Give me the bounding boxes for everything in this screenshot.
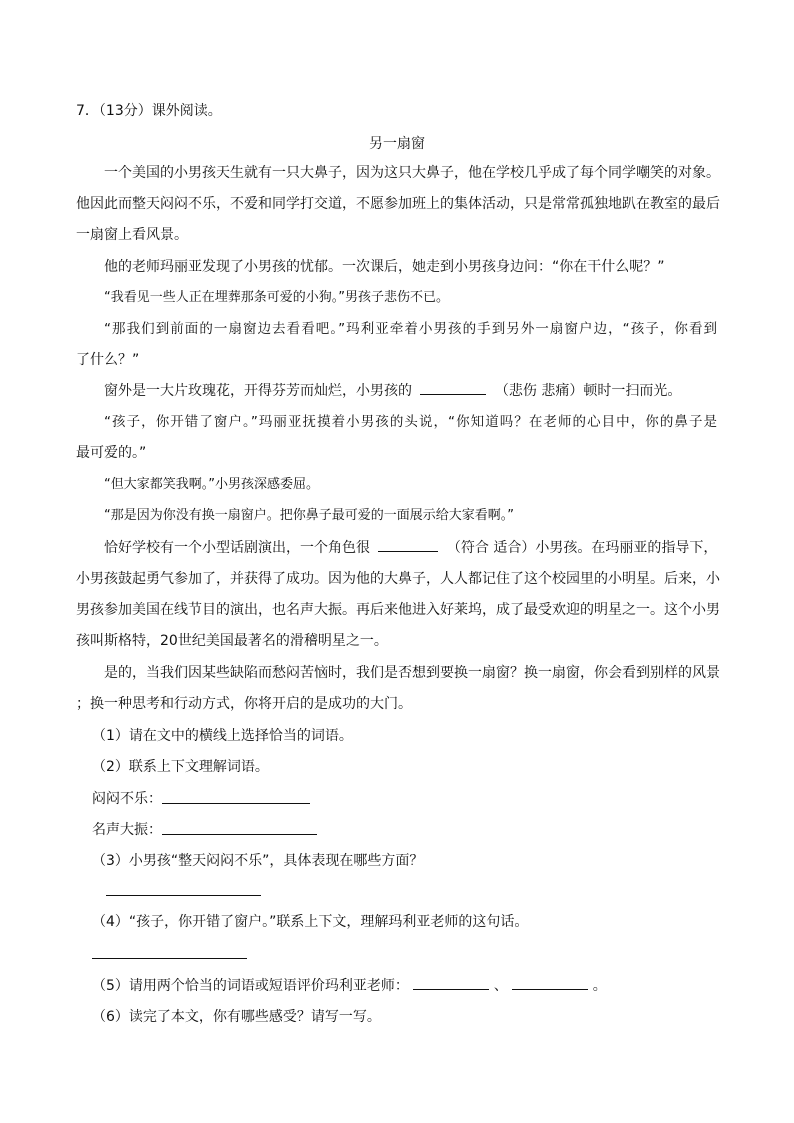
answer-blank-2[interactable] — [378, 538, 438, 552]
paragraph-9-line-2: 小男孩鼓起勇气参加了，并获得了成功。因为他的大鼻子，人人都记住了这个校园里的小明星。后来，小 — [76, 571, 720, 587]
answer-line-2a[interactable] — [162, 803, 310, 804]
paragraph-5 — [104, 381, 681, 401]
passage-title: 另一扇窗 — [369, 136, 425, 152]
answer-line-3[interactable] — [106, 895, 261, 896]
paragraph-10-line-1: 是的，当我们因某些缺陷而愁闷苦恼时，我们是否想到要换一扇窗？换一扇窗，你会看到别样的风景 — [104, 665, 720, 681]
answer-blank-1[interactable] — [420, 381, 486, 395]
subquestion-5-text: （5）请用两个恰当的词语或短语评价玛利亚老师： — [92, 978, 409, 994]
subquestion-6: （6）读完了本文，你有哪些感受？请写一写。 — [92, 1009, 381, 1025]
paragraph-9-line-4: 孩叫斯格特，20世纪美国最著名的滑稽明星之一。 — [76, 633, 388, 649]
subquestion-4: （4）“孩子，你开错了窗户。”联系上下文，理解玛利亚老师的这句话。 — [92, 914, 529, 930]
subquestion-2b-label: 名声大振： — [92, 822, 162, 838]
answer-blank-5a[interactable] — [413, 976, 489, 990]
paragraph-7: “但大家都笑我啊。”小男孩深感委屈。 — [104, 477, 319, 492]
answer-line-2b[interactable] — [162, 834, 317, 835]
subquestion-1: （1）请在文中的横线上选择恰当的词语。 — [92, 728, 353, 744]
paragraph-6-line-2: 最可爱的。” — [76, 445, 147, 461]
question-header: 7．（13分）课外阅读。 — [76, 103, 222, 119]
paragraph-8: “那是因为你没有换一扇窗户。把你鼻子最可爱的一面展示给大家看啊。” — [104, 508, 514, 523]
paragraph-9-line-3: 男孩参加美国在线节目的演出，也名声大振。再后来他进入好莱坞，成了最受欢迎的明星之一。这个小男 — [76, 602, 720, 618]
paragraph-9-text: 恰好学校有一个小型话剧演出，一个角色很 — [104, 540, 370, 556]
subquestion-5-end: 。 — [592, 978, 607, 994]
paragraph-2: 他的老师玛丽亚发现了小男孩的忧郁。一次课后，她走到小男孩身边问：“你在干什么呢？” — [104, 259, 665, 275]
subquestion-2a-label: 闷闷不乐： — [92, 791, 162, 807]
paragraph-1-line-3: 一扇窗上看风景。 — [76, 227, 188, 243]
paragraph-3: “我看见一些人正在埋葬那条可爱的小狗。”男孩子悲伤不已。 — [104, 290, 449, 305]
answer-line-4[interactable] — [92, 958, 247, 959]
paragraph-4-line-1: “那我们到前面的一扇窗边去看看吧。”玛利亚牵着小男孩的手到另外一扇窗户边，“孩子，你看到 — [104, 321, 717, 337]
subquestion-2: （2）联系上下文理解词语。 — [92, 759, 269, 775]
subquestion-3: （3）小男孩“整天闷闷不乐”，具体表现在哪些方面？ — [92, 853, 424, 869]
paragraph-5-text: 窗外是一大片玫瑰花，开得芬芳而灿烂，小男孩的 — [104, 383, 412, 399]
subquestion-5 — [92, 976, 607, 996]
paragraph-1-line-2: 他因此而整天闷闷不乐，不爱和同学打交道，不愿参加班上的集体活动，只是常常孤独地趴在教室的最后 — [76, 196, 720, 212]
subquestion-5-separator: 、 — [493, 978, 508, 994]
paragraph-9-options: （符合 适合）小男孩。在玛丽亚的指导下， — [446, 540, 718, 556]
paragraph-4-line-2: 了什么？” — [76, 352, 140, 368]
answer-blank-5b[interactable] — [512, 976, 588, 990]
paragraph-5-options: （悲伤 悲痛）顿时一扫而光。 — [494, 383, 682, 399]
paragraph-1-line-1: 一个美国的小男孩天生就有一只大鼻子，因为这只大鼻子，他在学校几乎成了每个同学嘲笑的对象。 — [104, 165, 720, 181]
paragraph-10-line-2: ；换一种思考和行动方式，你将开启的是成功的大门。 — [76, 696, 412, 712]
paragraph-9-line-1 — [104, 538, 717, 558]
paragraph-6-line-1: “孩子，你开错了窗户。”玛丽亚抚摸着小男孩的头说，“你知道吗？在老师的心目中，你的鼻子是 — [104, 414, 717, 430]
